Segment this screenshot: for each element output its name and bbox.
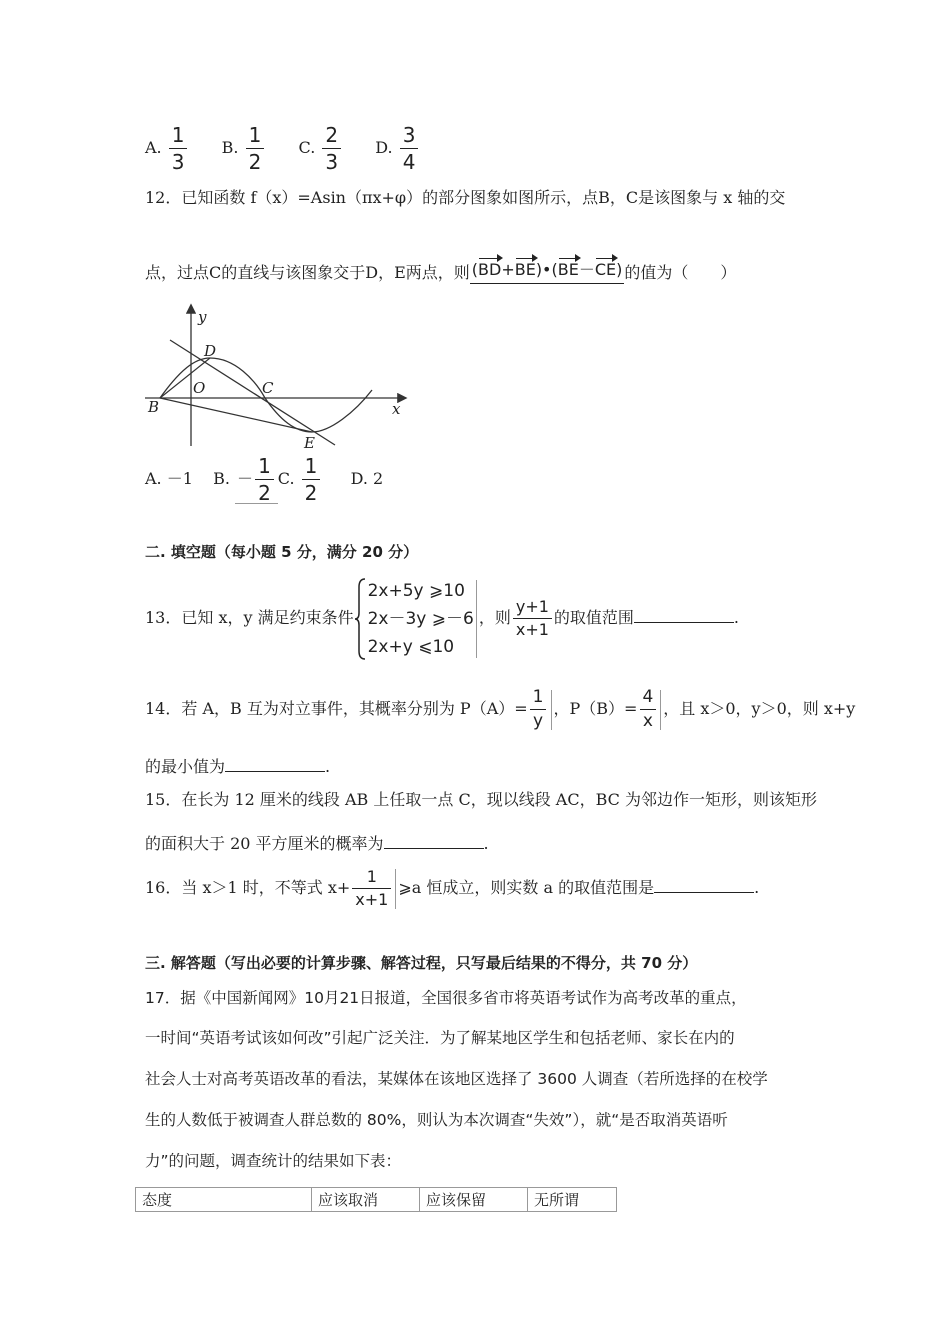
q17-line-4: 生的人数低于被调查人群总数的 80%，则认为本次调查“失效”），就“是否取消英语听 bbox=[145, 1111, 728, 1129]
header-keep: 应该保留 bbox=[420, 1188, 528, 1212]
section-3-heading: 三. 解答题（写出必要的计算步骤、解答过程，只写最后结果的不得分，共 70 分） bbox=[145, 954, 698, 972]
pa-fraction: $\frac{1}{y}$ bbox=[530, 689, 547, 730]
q13: 13．已知 x，y 满足约束条件 2x+5y ⩾10 2x－3y ⩾－6 2x+y ⩽10 ，则 $\frac{y+1}{x+1}$ 的取值范围 . bbox=[145, 576, 739, 660]
vector-be: BE bbox=[515, 256, 536, 279]
header-attitude: 态度 bbox=[136, 1188, 312, 1212]
vector-ce: CE bbox=[595, 256, 616, 279]
q12-option-a: A. －1 bbox=[145, 469, 193, 488]
label-d: D bbox=[204, 342, 217, 360]
sine-graph bbox=[140, 300, 420, 460]
option-c-label: C. bbox=[298, 138, 316, 157]
option-b-fraction: $\frac{1}{2}$ bbox=[246, 125, 265, 172]
q15-line1: 15．在长为 12 厘米的线段 AB 上任取一点 C，现以线段 AC，BC 为邻边作一矩形，则该矩形 bbox=[145, 790, 817, 809]
pb-fraction: $\frac{4}{x}$ bbox=[639, 689, 656, 730]
q14-suffix: ，且 x＞0，y＞0，则 x+y bbox=[663, 699, 856, 718]
q16-suffix: ⩾a 恒成立，则实数 a 的取值范围是 bbox=[398, 878, 655, 897]
q12-option-c-fraction: $\frac{1}{2}$ bbox=[302, 456, 321, 503]
option-a-label: A. bbox=[145, 138, 162, 157]
survey-table bbox=[135, 1187, 617, 1212]
vector-bd: BD bbox=[478, 256, 501, 279]
label-c: C bbox=[262, 379, 274, 397]
q16-prefix: 16．当 x＞1 时，不等式 x+ bbox=[145, 878, 351, 897]
brace-icon bbox=[354, 577, 366, 661]
q16-fraction: $\frac{1}{x+1}$ bbox=[352, 869, 391, 908]
constraint-3: 2x+y ⩽10 bbox=[367, 636, 455, 657]
q13-prefix: 13．已知 x，y 满足约束条件 bbox=[145, 608, 354, 627]
label-x: x bbox=[392, 400, 401, 418]
constraint-2: 2x－3y ⩾－6 bbox=[367, 608, 474, 629]
q13-mid: ，则 bbox=[478, 608, 511, 627]
option-d-fraction: $\frac{3}{4}$ bbox=[400, 125, 419, 172]
q12-option-b-label: B. bbox=[213, 469, 230, 488]
vector-be-2: BE bbox=[558, 256, 579, 279]
q11-options bbox=[145, 125, 420, 172]
q12-line2 bbox=[145, 256, 736, 284]
q14-line1 bbox=[145, 686, 855, 732]
q12-line1: 12．已知函数 f（x）=Asin（πx+φ）的部分图象如图所示，点B，C是该图象与 x 轴的交 bbox=[145, 188, 786, 207]
option-d-label: D. bbox=[375, 138, 393, 157]
constraint-1: 2x+5y ⩾10 bbox=[367, 580, 465, 601]
header-indifferent: 无所谓 bbox=[528, 1188, 617, 1212]
constraint-system bbox=[354, 577, 474, 661]
q13-answer-blank[interactable] bbox=[634, 604, 734, 623]
q17-line-3: 社会人士对高考英语改革的看法，某媒体在该地区选择了 3600 人调查（若所选择的在校学 bbox=[145, 1070, 768, 1088]
q13-fraction: $\frac{y+1}{x+1}$ bbox=[513, 599, 552, 638]
q16: 16．当 x＞1 时，不等式 x+ $\frac{1}{x+1}$ ⩾a 恒成立，则实数 a 的取值范围是 . bbox=[145, 867, 760, 909]
option-a-fraction: $\frac{1}{3}$ bbox=[169, 125, 188, 172]
q17-line-1: 17．据《中国新闻网》10月21日报道，全国很多省市将英语考试作为高考改革的重点， bbox=[145, 989, 747, 1007]
q14-prefix: 14．若 A，B 互为对立事件，其概率分别为 P（A）= bbox=[145, 699, 528, 718]
q12-option-c-label: C. bbox=[277, 469, 295, 488]
segment-be bbox=[160, 398, 312, 432]
option-b-label: B. bbox=[221, 138, 239, 157]
q17-line-5: 力”的问题，调查统计的结果如下表： bbox=[145, 1152, 402, 1170]
q12-line2-prefix: 点，过点C的直线与该图象交于D，E两点，则 bbox=[145, 263, 470, 282]
q15-answer-blank[interactable] bbox=[384, 830, 484, 849]
header-cancel: 应该取消 bbox=[312, 1188, 420, 1212]
q16-answer-blank[interactable] bbox=[654, 874, 754, 893]
label-o: O bbox=[193, 379, 206, 397]
q13-suffix: 的取值范围 bbox=[553, 608, 634, 627]
section-2-heading: 二. 填空题（每小题 5 分，满分 20 分） bbox=[145, 543, 419, 561]
q14-mid: ，P（B）= bbox=[553, 699, 638, 718]
q14-answer-blank[interactable] bbox=[225, 753, 325, 772]
q12-options bbox=[145, 456, 383, 504]
q12-line2-suffix: 的值为（ ） bbox=[624, 263, 737, 282]
label-y: y bbox=[198, 308, 207, 326]
label-b: B bbox=[148, 398, 160, 416]
vector-expression: (BD+BE)•(BE－CE) bbox=[470, 256, 625, 284]
table-header-row bbox=[136, 1188, 617, 1212]
q14-line2: 的最小值为 . bbox=[145, 753, 330, 778]
q12-option-d: D. 2 bbox=[350, 469, 384, 488]
q12-option-b-value: － $\frac{1}{2}$ bbox=[235, 456, 278, 504]
option-c-fraction: $\frac{2}{3}$ bbox=[322, 125, 341, 172]
label-e: E bbox=[304, 434, 315, 452]
q15-line2: 的面积大于 20 平方厘米的概率为 . bbox=[145, 830, 489, 855]
q17-line-2: 一时间“英语考试该如何改”引起广泛关注．为了解某地区学生和包括老师、家长在内的 bbox=[145, 1029, 735, 1047]
